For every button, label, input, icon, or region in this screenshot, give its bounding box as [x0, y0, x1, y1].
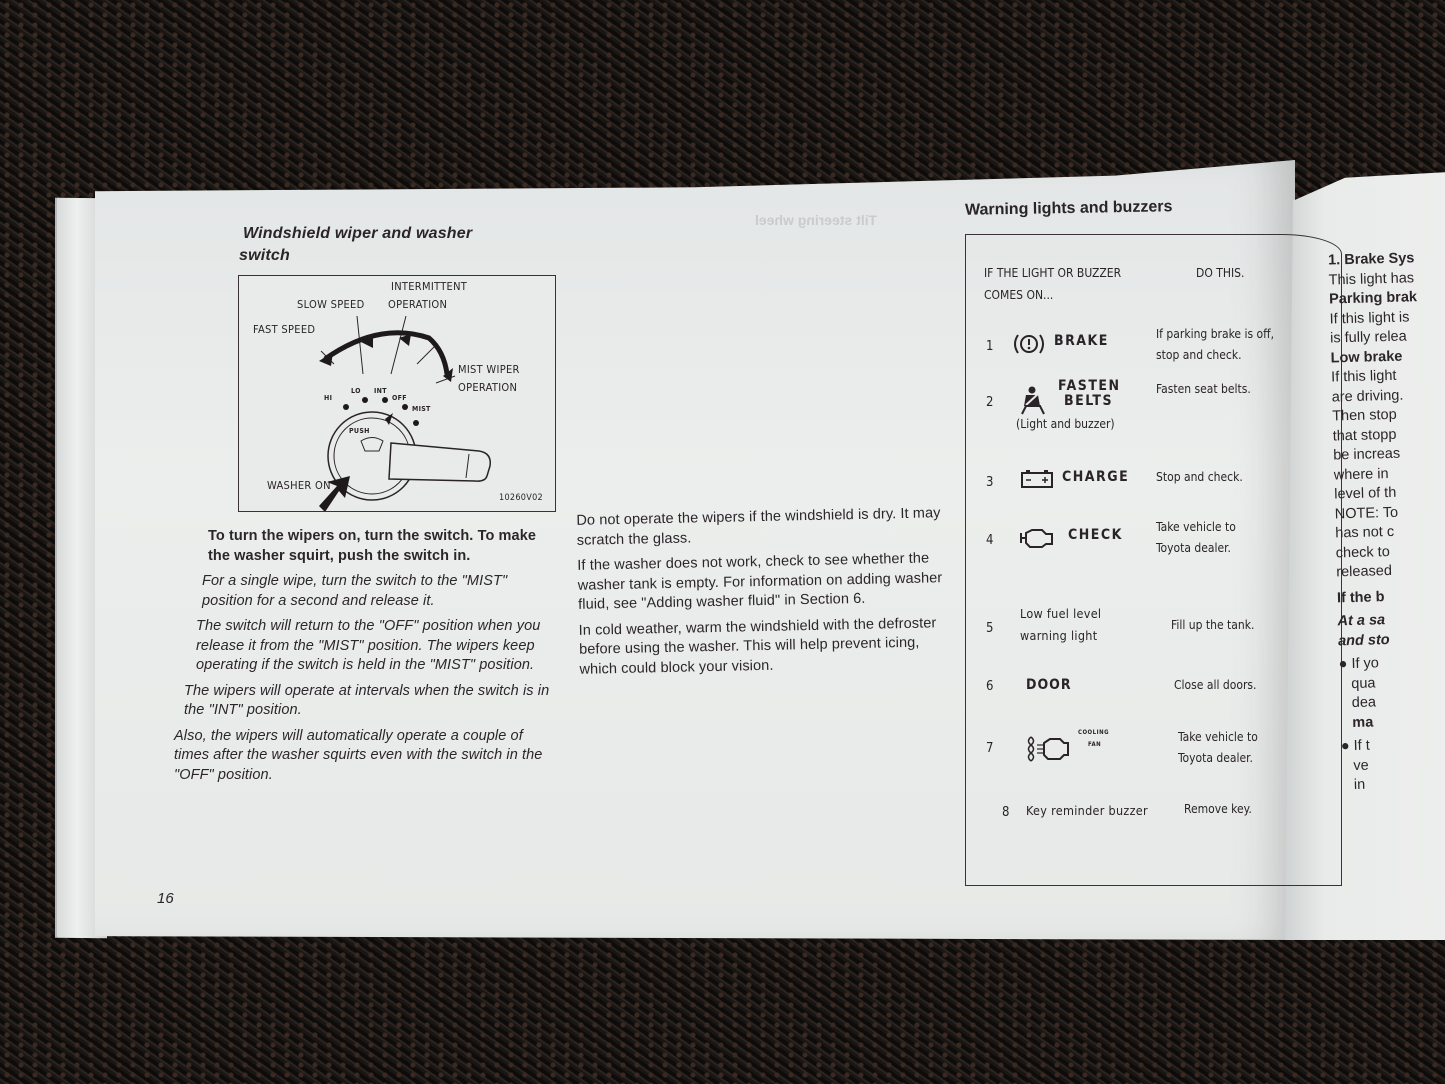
paragraph-washer-tank: If the washer does not work, check to see whether the washer tank is empty. For information on adding washer fluid, see "Adding washer fluid" in Section 6. [577, 550, 943, 613]
right-line: 1. Brake Sys [1327, 250, 1415, 269]
right-line: qua [1339, 674, 1376, 692]
right-line: dea [1339, 694, 1377, 712]
paragraph-single-wipe: For a single wipe, turn the switch to the "MIST" position for a second and release it. [202, 573, 508, 609]
header-left-line1: IF THE LIGHT OR BUZZER [984, 266, 1122, 280]
table-row-low-fuel [966, 603, 1341, 647]
label-line1: Low fuel level [1020, 606, 1102, 621]
right-line: released [1336, 562, 1393, 581]
right-line: At a sa [1337, 612, 1386, 630]
warning-section-title: Warning lights and buzzers [964, 198, 1173, 219]
row-label [1058, 379, 1121, 409]
engine-check-icon [1018, 527, 1056, 549]
action-line1: Take vehicle to [1156, 520, 1236, 534]
table-row-cooling-fan [966, 727, 1341, 771]
position-lo: LO [351, 387, 361, 395]
right-page-text [1328, 249, 1445, 796]
row-action: Close all doors. [1174, 678, 1257, 692]
right-line: Low brake [1330, 348, 1403, 366]
row-number: 7 [986, 741, 994, 756]
figure-code: 10260V02 [499, 493, 543, 503]
row-note: (Light and buzzer) [1016, 417, 1115, 431]
right-line: are driving. [1331, 387, 1404, 405]
header-if-comes-on [984, 262, 1121, 306]
seatbelt-icon [1020, 386, 1048, 416]
right-line: ● If t [1340, 737, 1370, 755]
right-line: If this light is [1329, 308, 1410, 328]
row-label: CHARGE [1062, 469, 1130, 485]
icon-text-cooling: COOLING [1078, 729, 1110, 736]
paragraph-off-return: The switch will return to the "OFF" position when you release it from the "MIST" position. The wipers keep operating if the switch is held in the "MIST" position. [196, 618, 541, 673]
paragraph-dry-windshield: Do not operate the wipers if the windshield is dry. It may scratch the glass. [576, 505, 941, 549]
page-number: 16 [157, 890, 174, 907]
row-number: 5 [986, 621, 994, 636]
right-line: If the b [1336, 588, 1385, 606]
paragraph-cold-weather: In cold weather, warm the windshield with the defroster before using the washer. This will help prevent icing, which could block your vision. [578, 614, 937, 678]
label-intermittent-operation: OPERATION [388, 298, 448, 311]
row-action: Fill up the tank. [1171, 618, 1255, 632]
table-row-charge [966, 467, 1341, 497]
label-fasten: FASTEN [1058, 378, 1121, 394]
label-fast-speed: FAST SPEED [253, 323, 316, 336]
warning-lights-table [965, 234, 1342, 886]
row-label: DOOR [1026, 677, 1072, 693]
position-mist: MIST [412, 405, 431, 413]
row-action: Remove key. [1184, 802, 1252, 816]
wiper-instructions-column [172, 527, 550, 791]
push-label: PUSH [349, 427, 370, 435]
right-line: that stopp [1332, 426, 1397, 444]
icon-text-fan: FAN [1088, 741, 1102, 748]
switch-drawing [239, 276, 555, 511]
right-line: ve [1341, 757, 1369, 774]
right-line: If this light [1330, 367, 1397, 386]
cooling-fan-icon [1026, 733, 1076, 763]
right-line: and sto [1337, 631, 1390, 649]
right-line: NOTE: To [1334, 504, 1399, 522]
label-washer-on: WASHER ON [267, 479, 331, 492]
brake-warning-icon [1012, 332, 1046, 356]
row-label: Key reminder buzzer [1026, 803, 1148, 818]
row-action [1156, 517, 1296, 559]
action-line1: Take vehicle to [1178, 730, 1258, 744]
washer-notes-column [576, 504, 945, 686]
header-do-this: DO THIS. [1196, 266, 1245, 280]
paragraph-int: The wipers will operate at intervals when the switch is in the "INT" position. [184, 682, 550, 718]
right-line: has not c [1335, 523, 1395, 542]
row-number: 4 [986, 533, 994, 548]
right-line: be increas [1333, 445, 1401, 464]
paragraph-auto-operate: Also, the wipers will automatically operate a couple of times after the washer squirts even with the switch in the "OFF" position. [174, 727, 543, 783]
right-line: in [1341, 776, 1366, 794]
label-intermittent: INTERMITTENT [391, 280, 468, 293]
table-row-door [966, 675, 1341, 705]
row-number: 2 [986, 395, 994, 410]
row-label: CHECK [1068, 527, 1123, 543]
right-line: level of th [1334, 484, 1397, 503]
row-action: If parking brake is off, stop and check. [1156, 327, 1275, 362]
position-hi: HI [324, 394, 333, 402]
intro-bold-text: To turn the wipers on, turn the switch. To make the washer squirt, push the switch in. [208, 528, 537, 564]
right-line: is fully relea [1329, 328, 1407, 347]
bleed-through-heading: Tilt steering wheel [755, 212, 877, 228]
row-number: 6 [986, 679, 994, 694]
header-left-line2: COMES ON... [984, 288, 1054, 302]
right-line: Then stop [1332, 406, 1397, 425]
row-number: 3 [986, 475, 994, 490]
right-line: This light has [1328, 269, 1415, 289]
row-label [1020, 603, 1101, 647]
battery-icon [1020, 469, 1054, 489]
position-int: INT [374, 387, 387, 395]
row-label: BRAKE [1054, 333, 1109, 349]
action-line2: Toyota dealer. [1156, 541, 1231, 555]
table-row-key-reminder [966, 801, 1341, 831]
label-belts: BELTS [1064, 393, 1114, 409]
position-off: OFF [392, 394, 407, 402]
row-number: 8 [1002, 805, 1010, 820]
row-action: Stop and check. [1156, 470, 1243, 484]
row-action [1178, 727, 1318, 769]
right-line: where in [1333, 465, 1389, 483]
wiper-section-title [239, 223, 473, 267]
right-line: ● If yo [1338, 655, 1380, 673]
table-row-fasten-belts [966, 378, 1341, 443]
right-line: Parking brak [1328, 289, 1418, 308]
table-row-check [966, 517, 1341, 561]
label-line2: warning light [1020, 628, 1098, 643]
title-line-1: Windshield wiper and washer [243, 225, 473, 242]
row-action: Fasten seat belts. [1156, 382, 1251, 396]
action-line2: Toyota dealer. [1178, 751, 1253, 765]
table-row-brake [966, 327, 1341, 372]
label-slow-speed: SLOW SPEED [297, 298, 365, 311]
label-mist-operation: OPERATION [458, 381, 518, 394]
right-line: check to [1335, 543, 1390, 561]
wiper-switch-diagram [238, 275, 556, 512]
row-number: 1 [986, 339, 994, 354]
title-line-2: switch [239, 247, 290, 264]
label-mist-wiper: MIST WIPER [458, 363, 520, 376]
right-line: ma [1340, 714, 1374, 731]
